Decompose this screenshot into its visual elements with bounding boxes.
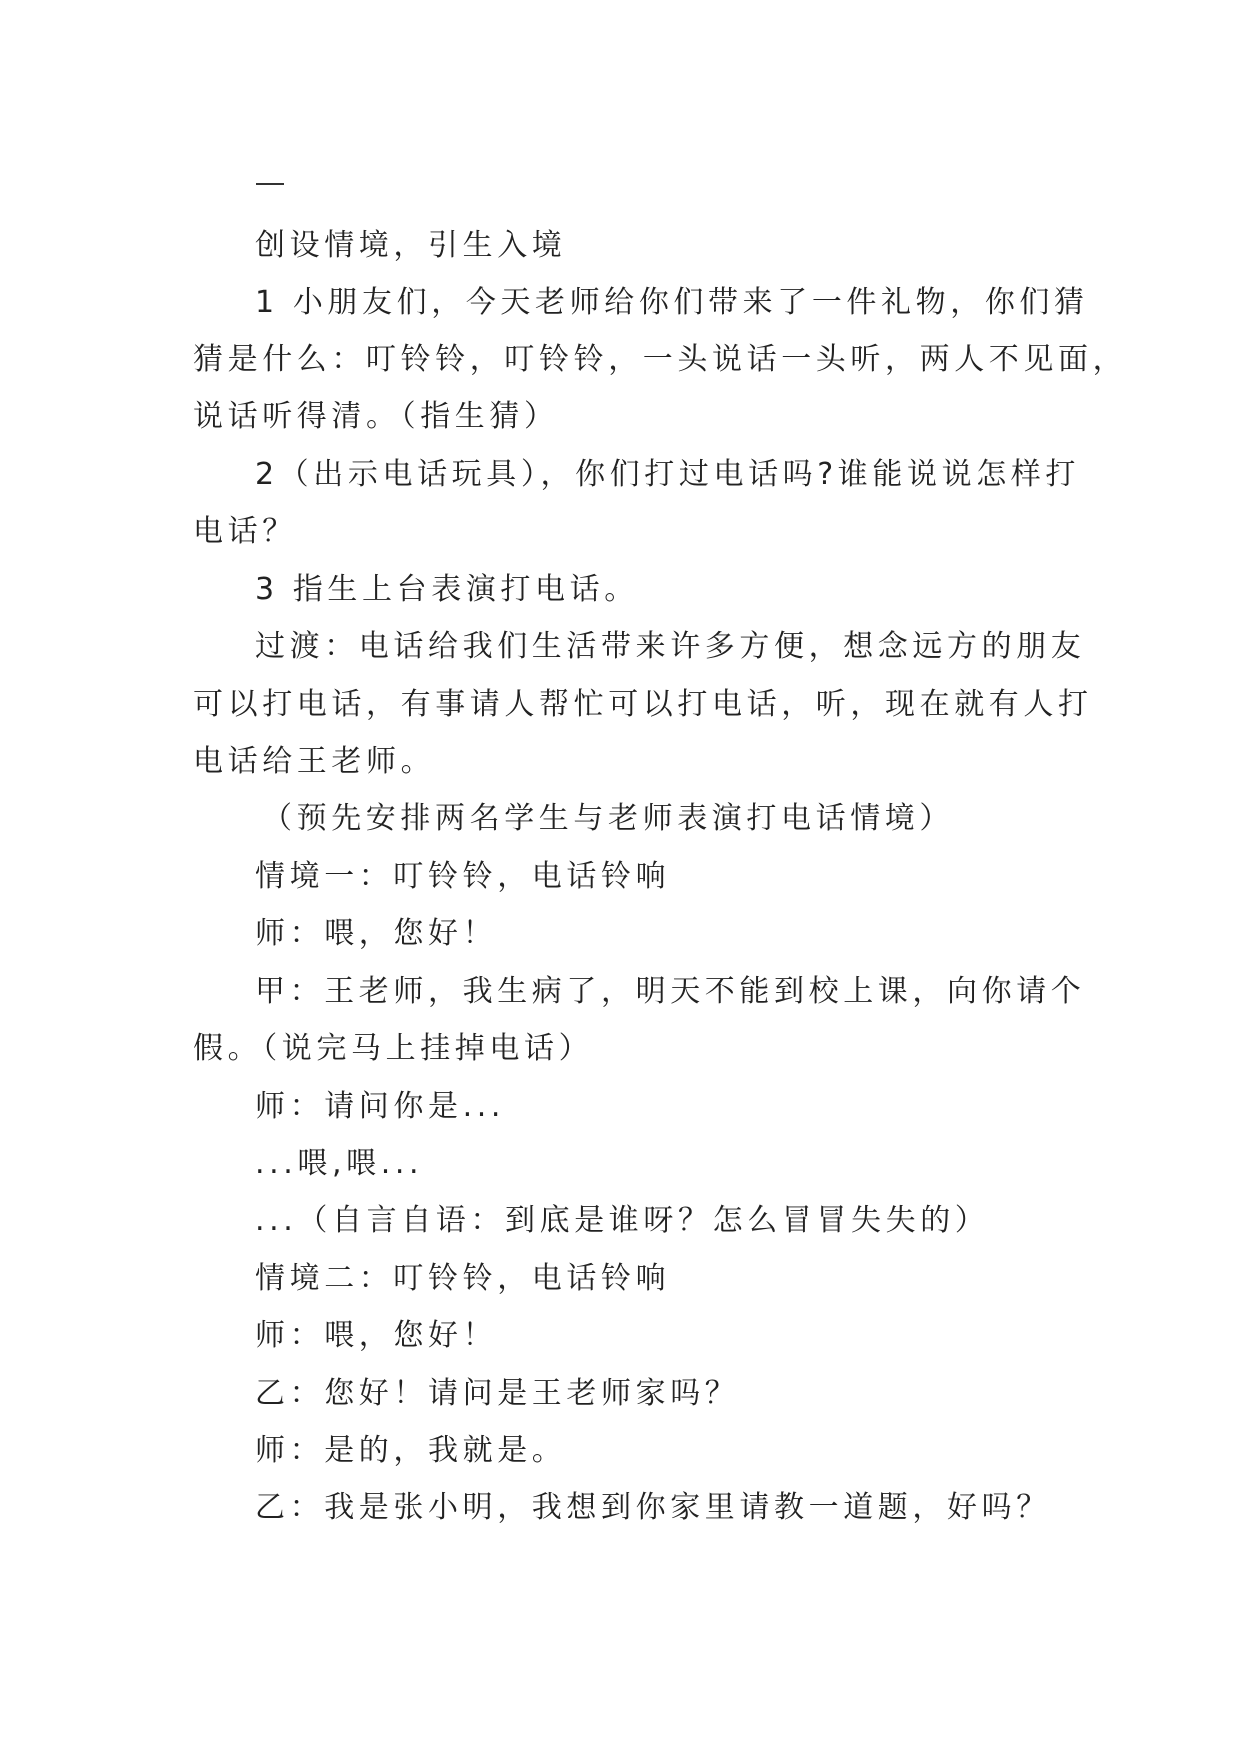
text-line: 情境二：叮铃铃，电话铃响 — [255, 1261, 671, 1296]
text-line: 说话听得清。（指生猜） — [193, 399, 559, 434]
text-line: 电话？ — [193, 514, 297, 549]
text-line: 师：喂，您好！ — [255, 1318, 498, 1353]
text-line: 可以打电话，有事请人帮忙可以打电话，听，现在就有人打 — [193, 687, 1093, 722]
text-line: 师：请问你是... — [255, 1089, 506, 1124]
text-line: 师：喂，您好！ — [255, 916, 498, 951]
text-line: 甲：王老师，我生病了，明天不能到校上课，向你请个 — [255, 974, 1086, 1009]
text-line: 师：是的，我就是。 — [255, 1433, 567, 1468]
text-line: 过渡：电话给我们生活带来许多方便，想念远方的朋友 — [255, 629, 1086, 664]
text-line: 乙：您好！请问是王老师家吗？ — [255, 1376, 740, 1411]
text-line: ...（自言自语：到底是谁呀？怎么冒冒失失的） — [255, 1203, 990, 1238]
section-number-dash — [256, 183, 284, 185]
text-line: 1 小朋友们，今天老师给你们带来了一件礼物，你们猜 — [255, 285, 1089, 320]
text-line: 电话给王老师。 — [193, 744, 436, 779]
text-line: （预先安排两名学生与老师表演打电话情境） — [262, 801, 954, 836]
text-line: 假。（说完马上挂掉电话） — [193, 1031, 594, 1066]
heading: 创设情境，引生入境 — [255, 228, 567, 263]
text-line: 情境一：叮铃铃，电话铃响 — [255, 859, 671, 894]
text-line: 猜是什么：叮铃铃，叮铃铃，一头说话一头听，两人不见面， — [193, 342, 1128, 377]
text-line: 乙：我是张小明，我想到你家里请教一道题，好吗？ — [255, 1490, 1051, 1525]
text-line: ...喂,喂... — [255, 1146, 424, 1181]
text-line: 2（出示电话玩具），你们打过电话吗?谁能说说怎样打 — [255, 457, 1081, 492]
text-line: 3 指生上台表演打电话。 — [255, 572, 639, 607]
